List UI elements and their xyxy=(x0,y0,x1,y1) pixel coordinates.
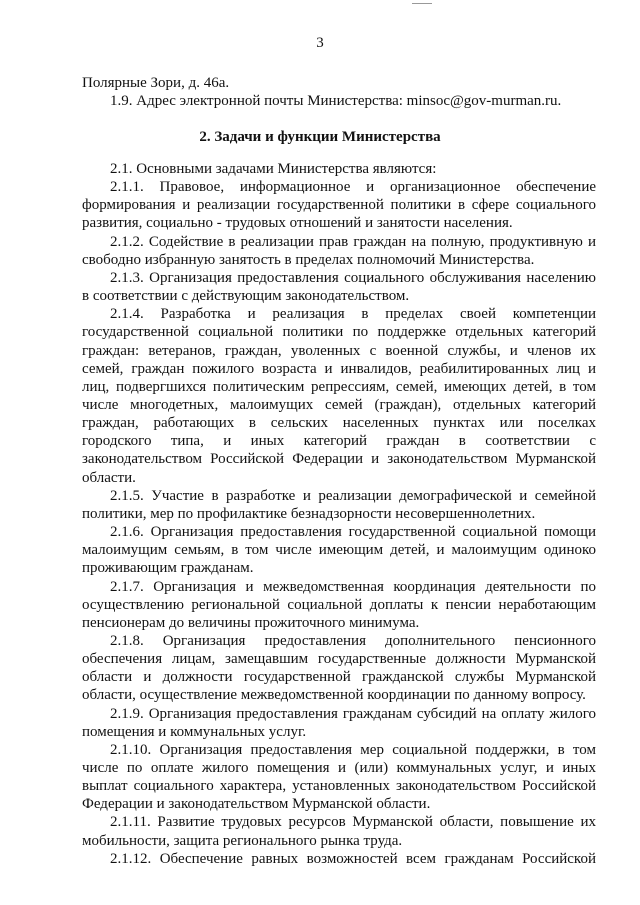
paragraph-first-line: 2.1.1. Правовое, информационное и организационное обеспечение xyxy=(110,179,596,196)
paragraph-line: области и должности государственной гражданской службы Мурманской xyxy=(82,669,596,686)
paragraph-first-line: 2.1.6. Организация предоставления государственной социальной помощи xyxy=(110,524,596,540)
paragraph-line: Федерации и законодательством Мурманской области. xyxy=(82,796,431,813)
paragraph-line: области. xyxy=(82,469,136,486)
paragraph-line: в соответствии с действующим законодательством. xyxy=(82,288,410,304)
paragraph-line: лиц, подвергшихся политическим репрессиям, семей, имеющих детей, в том xyxy=(82,378,596,395)
paragraph-line: осуществлению региональной социальной доплаты к пенсии неработающим xyxy=(82,596,596,613)
paragraph-first-line: 2.1. Основными задачами Министерства являются: xyxy=(110,161,437,177)
paragraph-line: граждан, работающих в сельских населенных пунктах или поселках xyxy=(82,415,596,432)
paragraph-first-line: 2.1.2. Содействие в реализации прав граждан на полную, продуктивную и xyxy=(110,233,596,250)
paragraph-line: формирования и реализации государственной политики в сфере социального xyxy=(82,197,596,214)
paragraph-first-line: 2.1.8. Организация предоставления дополнительного пенсионного xyxy=(110,632,596,649)
paragraph-line: развития, социально - трудовых отношений и занятости населения. xyxy=(82,215,513,232)
paragraph-line: государственной социальной политики по поддержке отдельных категорий xyxy=(82,324,596,341)
paragraph-line: свободно избранную занятость в пределах полномочий Министерства. xyxy=(82,251,535,268)
paragraph-line: выплат социального характера, установленных законодательством Российской xyxy=(82,778,596,795)
paragraph-line: обеспечения лицам, замещавшим государственные должности Мурманской xyxy=(82,651,596,667)
address-continuation-line: Полярные Зори, д. 46а. xyxy=(82,75,230,91)
paragraph-line: числе многодетных, малоимущих семей (граждан), отдельных категорий xyxy=(82,396,596,413)
email-line: 1.9. Адрес электронной почты Министерства: minsoc@gov-murman.ru. xyxy=(110,93,562,109)
section-heading: 2. Задачи и функции Министерства xyxy=(199,129,441,145)
paragraph-line: пенсионерам до величины прожиточного минимума. xyxy=(82,614,420,631)
paragraph-line: семей, граждан пожилого возраста и инвалидов, реабилитированных лиц и xyxy=(82,360,596,377)
paragraph-line: мобильности, защита регионального рынка труда. xyxy=(82,832,403,849)
paragraph-line: законодательством Российской Федерации и законодательством Мурманской xyxy=(82,451,596,468)
paragraph-line: городского типа, и иных категорий граждан в соответствии с xyxy=(82,433,596,450)
paragraph-line: проживающим гражданам. xyxy=(82,560,254,577)
paragraph-first-line: 2.1.10. Организация предоставления мер социальной поддержки, в том xyxy=(110,741,596,758)
paragraph-line: числе по оплате жилого помещения и (или) коммунальных услуг, и иных xyxy=(82,759,596,776)
paragraph-line: области, осуществление межведомственной координации по данному вопросу. xyxy=(82,687,586,704)
paragraph-first-line: 2.1.3. Организация предоставления социального обслуживания населению xyxy=(110,269,596,286)
paragraph-first-line: 2.1.4. Разработка и реализация в пределах своей компетенции xyxy=(110,306,596,323)
paragraph-line: граждан: ветеранов, граждан, уволенных с военной службы, и членов их xyxy=(82,342,596,359)
scan-artifact xyxy=(412,0,432,4)
paragraph-line: политики, мер по профилактике безнадзорности несовершеннолетних. xyxy=(82,505,536,522)
paragraph-first-line: 2.1.11. Развитие трудовых ресурсов Мурманской области, повышение их xyxy=(110,814,596,831)
paragraph-line: малоимущим семьям, в том числе имеющим детей, и малоимущим одиноко xyxy=(82,542,596,559)
page-number: 3 xyxy=(316,35,324,51)
paragraph-first-line: 2.1.7. Организация и межведомственная координация деятельности по xyxy=(110,578,596,595)
paragraph-first-line: 2.1.9. Организация предоставления гражданам субсидий на оплату жилого xyxy=(110,705,596,722)
paragraph-line: помещения и коммунальных услуг. xyxy=(82,723,307,740)
paragraph-first-line: 2.1.5. Участие в разработке и реализации демографической и семейной xyxy=(110,487,596,504)
paragraph-first-line: 2.1.12. Обеспечение равных возможностей всем гражданам Российской xyxy=(110,850,596,867)
